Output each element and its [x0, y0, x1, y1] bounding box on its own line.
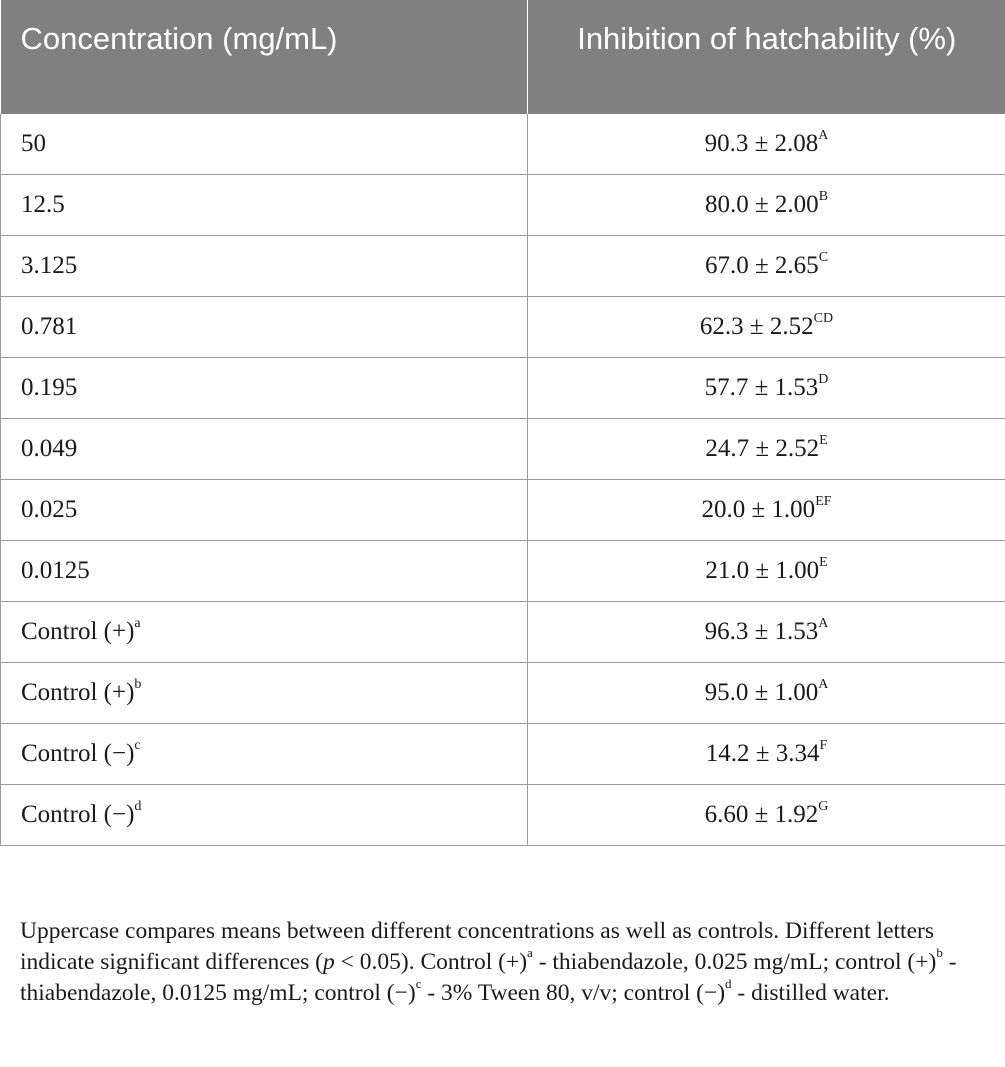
concentration-cell: [1, 724, 528, 785]
significance-letters: CD: [813, 310, 834, 326]
footnote-sup-c: c: [415, 976, 422, 992]
concentration-cell: [1, 358, 528, 419]
concentration-label: 0.025: [21, 496, 78, 523]
inhibition-cell: [528, 175, 1005, 236]
significance-letters: F: [819, 737, 828, 753]
significance-letters: C: [818, 249, 829, 265]
inhibition-cell: [528, 236, 1005, 297]
concentration-cell: [1, 419, 528, 480]
table-row: [1, 785, 1005, 846]
significance-letters: A: [818, 127, 829, 143]
inhibition-cell: [528, 297, 1005, 358]
inhibition-value: 57.7 ± 1.53: [704, 374, 819, 401]
table-row: [1, 724, 1005, 785]
table-row: [1, 602, 1005, 663]
concentration-label: Control (−): [21, 801, 135, 828]
concentration-label: Control (+): [21, 618, 135, 645]
inhibition-cell: [528, 541, 1005, 602]
column-header-inhibition: Inhibition of hatchability (%): [528, 0, 1005, 114]
footnote-sup-d: d: [725, 976, 732, 992]
significance-letters: G: [818, 798, 829, 814]
concentration-label: 0.195: [21, 374, 78, 401]
table-row: [1, 541, 1005, 602]
footnote-text-2: < 0.05). Control (+): [334, 949, 528, 975]
inhibition-value: 14.2 ± 3.34: [705, 740, 820, 767]
inhibition-value: 96.3 ± 1.53: [704, 618, 819, 645]
concentration-label: 3.125: [21, 252, 78, 279]
inhibition-cell: [528, 663, 1005, 724]
control-footnote-marker: c: [134, 737, 141, 753]
table-row: [1, 480, 1005, 541]
table-footnote: [20, 916, 985, 1009]
inhibition-value: 67.0 ± 2.65: [704, 252, 819, 279]
footnote-sup-a: a: [527, 945, 533, 961]
concentration-label: 50: [21, 130, 46, 157]
concentration-label: 0.0125: [21, 557, 90, 584]
footnote-text-3: - thiabendazole, 0.025 mg/mL; control (+): [532, 949, 937, 975]
footnote-text-4: - thiabendazole, 0.0125 mg/mL; control (−): [20, 949, 957, 1006]
table-row: [1, 358, 1005, 419]
inhibition-cell: [528, 785, 1005, 846]
table-row: [1, 297, 1005, 358]
table-header-row: [1, 0, 1005, 114]
inhibition-cell: [528, 114, 1005, 175]
inhibition-value: 21.0 ± 1.00: [705, 557, 820, 584]
concentration-cell: [1, 541, 528, 602]
inhibition-value: 20.0 ± 1.00: [701, 496, 816, 523]
significance-letters: EF: [815, 493, 832, 509]
concentration-label: 12.5: [21, 191, 65, 218]
concentration-cell: [1, 236, 528, 297]
concentration-cell: [1, 785, 528, 846]
footnote-text-6: - distilled water.: [731, 980, 890, 1006]
control-footnote-marker: b: [134, 676, 142, 692]
inhibition-cell: [528, 358, 1005, 419]
significance-letters: B: [818, 188, 829, 204]
table-row: [1, 236, 1005, 297]
concentration-cell: [1, 297, 528, 358]
inhibition-value: 80.0 ± 2.00: [704, 191, 819, 218]
significance-letters: A: [818, 676, 829, 692]
control-footnote-marker: a: [134, 615, 141, 631]
inhibition-cell: [528, 480, 1005, 541]
concentration-cell: [1, 602, 528, 663]
significance-letters: D: [818, 371, 829, 387]
concentration-cell: [1, 114, 528, 175]
table-row: [1, 114, 1005, 175]
inhibition-value: 24.7 ± 2.52: [705, 435, 820, 462]
table-row: [1, 175, 1005, 236]
inhibition-value: 62.3 ± 2.52: [699, 313, 814, 340]
significance-letters: A: [818, 615, 829, 631]
table-row: [1, 663, 1005, 724]
concentration-label: 0.049: [21, 435, 78, 462]
footnote-p-symbol: p: [322, 949, 335, 975]
column-header-concentration: Concentration (mg/mL): [1, 0, 528, 114]
inhibition-cell: [528, 419, 1005, 480]
inhibition-value: 95.0 ± 1.00: [704, 679, 819, 706]
concentration-label: Control (+): [21, 679, 135, 706]
inhibition-cell: [528, 724, 1005, 785]
control-footnote-marker: d: [134, 798, 142, 814]
footnote-text-5: - 3% Tween 80, v/v; control (−): [421, 980, 726, 1006]
concentration-cell: [1, 175, 528, 236]
table-body: [1, 114, 1005, 846]
concentration-label: Control (−): [21, 740, 135, 767]
concentration-label: 0.781: [21, 313, 78, 340]
significance-letters: E: [819, 554, 828, 570]
table-row: [1, 419, 1005, 480]
footnote-text-1: Uppercase compares means between different concentrations as well as controls. Different letters indicate significant differences (: [20, 918, 934, 975]
footnote-sup-b: b: [936, 945, 943, 961]
inhibition-cell: [528, 602, 1005, 663]
concentration-cell: [1, 663, 528, 724]
inhibition-value: 90.3 ± 2.08: [704, 130, 819, 157]
inhibition-value: 6.60 ± 1.92: [704, 801, 819, 828]
concentration-cell: [1, 480, 528, 541]
significance-letters: E: [819, 432, 828, 448]
